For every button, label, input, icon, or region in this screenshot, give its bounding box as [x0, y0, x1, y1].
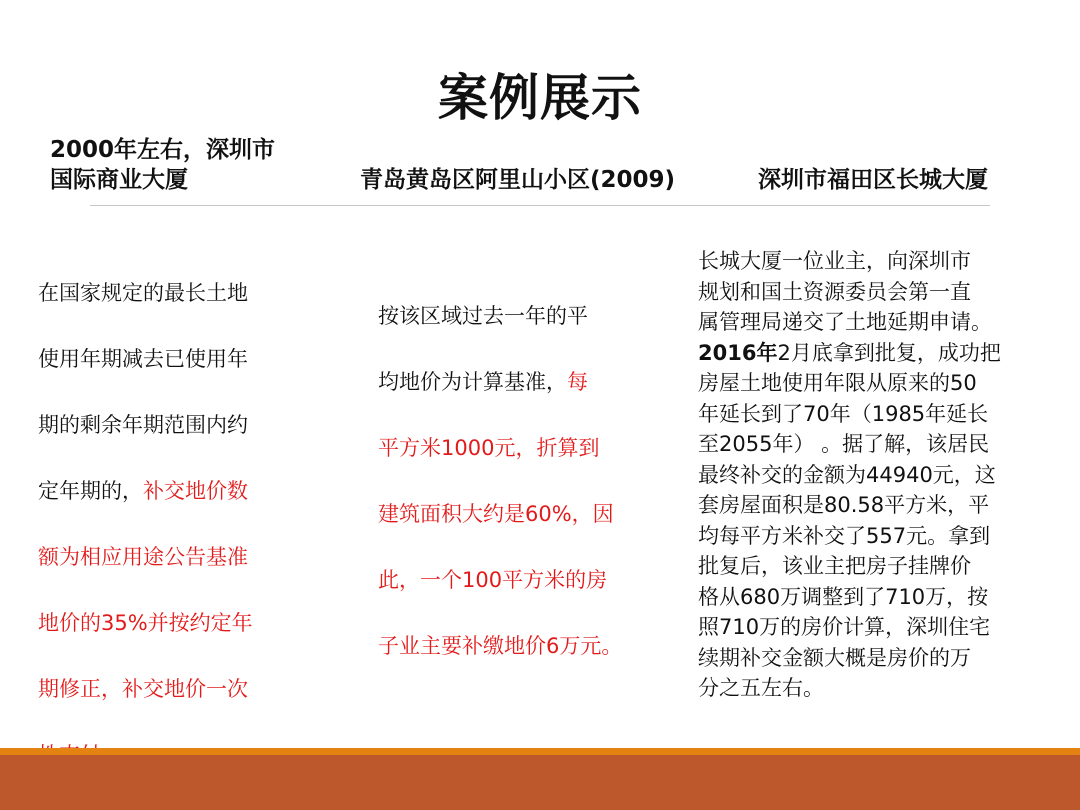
text-segment: 均地价为计算基准，: [378, 370, 567, 394]
highlighted-text: 此，一个100平方米的房: [378, 568, 608, 592]
text-line: 使用年期减去已使用年: [38, 347, 248, 371]
text-line: 年延长到了70年（1985年延长: [698, 401, 989, 426]
highlighted-text: 每: [567, 370, 588, 394]
text-line: 续期补交金额大概是房价的万: [698, 645, 971, 670]
highlighted-text: 平方米1000元，折算到: [378, 436, 600, 460]
text-line: 按该区域过去一年的平: [378, 304, 588, 328]
text-segment: 2月底拿到批复，成功把: [777, 340, 1001, 365]
highlighted-text: 补交地价数: [143, 479, 248, 503]
text-line: 属管理局递交了土地延期申请。: [698, 310, 992, 334]
footer-accent-stripe: [0, 748, 1080, 755]
text-line: 分之五左右。: [698, 676, 824, 700]
case-description-3: [698, 246, 1070, 704]
text-line: [378, 349, 678, 415]
text-line: 最终补交的金额为44940元，这: [698, 462, 996, 487]
case-heading-line: 2000年左右，深圳市: [50, 137, 276, 163]
divider-line: [90, 205, 990, 206]
text-line: [38, 458, 323, 524]
text-line: 长城大厦一位业主，向深圳市: [698, 249, 971, 273]
text-line: 批复后，该业主把房子挂牌价: [698, 554, 971, 578]
case-heading-great-wall: 深圳市福田区长城大厦: [758, 167, 988, 193]
text-line: 套房屋面积是80.58平方米，平: [698, 493, 990, 517]
case-heading-line: 国际商业大厦: [50, 167, 188, 193]
text-segment: 定年期的，: [38, 479, 143, 503]
text-line: 照710万的房价计算，深圳住宅: [698, 615, 991, 639]
text-line: 至2055年） 。据了解，该居民: [698, 432, 990, 456]
highlighted-text: 建筑面积大约是60%，因: [378, 502, 614, 526]
highlighted-text: 期修正，补交地价一次: [38, 677, 248, 701]
text-line: 在国家规定的最长土地: [38, 281, 248, 305]
text-line: 格从680万调整到了710万，按: [698, 584, 989, 609]
highlighted-text: 额为相应用途公告基准: [38, 545, 248, 569]
case-heading-shenzhen-international: [50, 135, 275, 195]
text-line: 均每平方米补交了557元。拿到: [698, 523, 991, 548]
footer-band: [0, 755, 1080, 810]
highlighted-text: 地价的35%并按约定年: [38, 611, 253, 635]
case-description-2: [378, 283, 678, 679]
text-line: 房屋土地使用年限从原来的50: [698, 371, 977, 395]
text-line: 期的剩余年期范围内约: [38, 413, 248, 437]
highlighted-text: 子业主要补缴地价6万元。: [378, 634, 623, 658]
text-line: [698, 338, 1070, 369]
case-heading-qingdao: 青岛黄岛区阿里山小区(2009): [360, 167, 676, 193]
text-line: 规划和国土资源委员会第一直: [698, 279, 971, 304]
bold-text: 2016年: [698, 340, 778, 365]
slide-title: 案例展示: [438, 69, 642, 127]
case-description-1: [38, 260, 323, 788]
